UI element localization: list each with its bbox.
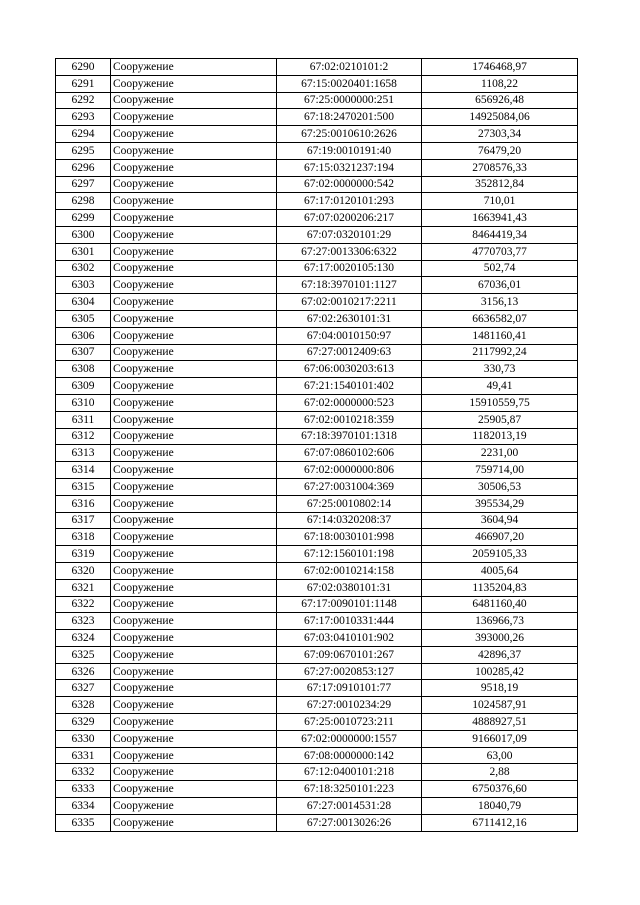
cadastral-number-cell: 67:17:0910101:77 [277, 680, 422, 697]
cadastral-number-cell: 67:17:0090101:1148 [277, 596, 422, 613]
row-number-cell: 6331 [56, 747, 111, 764]
cadastral-value-cell: 30506,53 [422, 478, 578, 495]
cadastral-value-cell: 710,01 [422, 193, 578, 210]
table-row [56, 478, 578, 495]
cadastral-number-cell: 67:02:0000000:806 [277, 462, 422, 479]
cadastral-value-cell: 393000,26 [422, 630, 578, 647]
row-number-cell: 6302 [56, 260, 111, 277]
cadastral-number-cell: 67:02:0010217:2211 [277, 294, 422, 311]
object-type-cell: Сооружение [111, 210, 277, 227]
cadastral-number-cell: 67:04:0010150:97 [277, 327, 422, 344]
cadastral-value-cell: 49,41 [422, 378, 578, 395]
cadastral-value-cell: 9518,19 [422, 680, 578, 697]
row-number-cell: 6307 [56, 344, 111, 361]
cadastral-number-cell: 67:12:0400101:218 [277, 764, 422, 781]
cadastral-number-cell: 67:02:0000000:1557 [277, 730, 422, 747]
table-row [56, 663, 578, 680]
cadastral-number-cell: 67:07:0860102:606 [277, 445, 422, 462]
cadastral-value-cell: 352812,84 [422, 176, 578, 193]
cadastral-value-cell: 2117992,24 [422, 344, 578, 361]
cadastral-value-cell: 4005,64 [422, 562, 578, 579]
cadastral-value-cell: 1024587,91 [422, 697, 578, 714]
table-row [56, 697, 578, 714]
object-type-cell: Сооружение [111, 59, 277, 76]
cadastral-number-cell: 67:25:0010610:2626 [277, 126, 422, 143]
object-type-cell: Сооружение [111, 445, 277, 462]
cadastral-value-cell: 2059105,33 [422, 546, 578, 563]
row-number-cell: 6324 [56, 630, 111, 647]
object-type-cell: Сооружение [111, 630, 277, 647]
row-number-cell: 6316 [56, 495, 111, 512]
object-type-cell: Сооружение [111, 562, 277, 579]
cadastral-number-cell: 67:17:0120101:293 [277, 193, 422, 210]
cadastral-number-cell: 67:08:0000000:142 [277, 747, 422, 764]
object-type-cell: Сооружение [111, 109, 277, 126]
cadastral-value-cell: 395534,29 [422, 495, 578, 512]
table-row [56, 193, 578, 210]
row-number-cell: 6320 [56, 562, 111, 579]
cadastral-number-cell: 67:18:3250101:223 [277, 781, 422, 798]
table-row [56, 495, 578, 512]
cadastral-number-cell: 67:25:0010802:14 [277, 495, 422, 512]
cadastral-number-cell: 67:27:0013306:6322 [277, 243, 422, 260]
cadastral-value-cell: 42896,37 [422, 646, 578, 663]
cadastral-value-cell: 4888927,51 [422, 714, 578, 731]
cadastral-value-cell: 6481160,40 [422, 596, 578, 613]
object-type-cell: Сооружение [111, 529, 277, 546]
row-number-cell: 6300 [56, 226, 111, 243]
cadastral-number-cell: 67:27:0020853:127 [277, 663, 422, 680]
table-row [56, 176, 578, 193]
table-row [56, 109, 578, 126]
cadastral-value-cell: 1135204,83 [422, 579, 578, 596]
table-row [56, 277, 578, 294]
object-type-cell: Сооружение [111, 764, 277, 781]
table-row [56, 411, 578, 428]
table-row [56, 59, 578, 76]
object-type-cell: Сооружение [111, 142, 277, 159]
row-number-cell: 6311 [56, 411, 111, 428]
row-number-cell: 6329 [56, 714, 111, 731]
object-type-cell: Сооружение [111, 714, 277, 731]
cadastral-value-cell: 1108,22 [422, 75, 578, 92]
table-row [56, 512, 578, 529]
cadastral-number-cell: 67:27:0031004:369 [277, 478, 422, 495]
cadastral-number-cell: 67:18:3970101:1318 [277, 428, 422, 445]
table-row [56, 428, 578, 445]
cadastral-value-cell: 18040,79 [422, 798, 578, 815]
cadastral-value-cell: 76479,20 [422, 142, 578, 159]
row-number-cell: 6319 [56, 546, 111, 563]
object-type-cell: Сооружение [111, 663, 277, 680]
object-type-cell: Сооружение [111, 394, 277, 411]
object-type-cell: Сооружение [111, 277, 277, 294]
cadastral-number-cell: 67:09:0670101:267 [277, 646, 422, 663]
cadastral-value-cell: 6750376,60 [422, 781, 578, 798]
cadastral-value-cell: 3604,94 [422, 512, 578, 529]
row-number-cell: 6327 [56, 680, 111, 697]
cadastral-value-cell: 2,88 [422, 764, 578, 781]
cadastral-number-cell: 67:27:0012409:63 [277, 344, 422, 361]
cadastral-value-cell: 3156,13 [422, 294, 578, 311]
row-number-cell: 6323 [56, 613, 111, 630]
row-number-cell: 6332 [56, 764, 111, 781]
cadastral-value-cell: 14925084,06 [422, 109, 578, 126]
object-type-cell: Сооружение [111, 344, 277, 361]
cadastral-number-cell: 67:27:0010234:29 [277, 697, 422, 714]
table-row [56, 445, 578, 462]
table-row [56, 142, 578, 159]
table-row [56, 210, 578, 227]
cadastral-number-cell: 67:18:3970101:1127 [277, 277, 422, 294]
object-type-cell: Сооружение [111, 697, 277, 714]
cadastral-number-cell: 67:07:0200206:217 [277, 210, 422, 227]
cadastral-value-cell: 2231,00 [422, 445, 578, 462]
table-row [56, 596, 578, 613]
row-number-cell: 6305 [56, 310, 111, 327]
cadastral-number-cell: 67:18:2470201:500 [277, 109, 422, 126]
registry-table-body [56, 59, 578, 832]
cadastral-number-cell: 67:15:0321237:194 [277, 159, 422, 176]
cadastral-value-cell: 136966,73 [422, 613, 578, 630]
table-row [56, 394, 578, 411]
cadastral-value-cell: 27303,34 [422, 126, 578, 143]
cadastral-number-cell: 67:06:0030203:613 [277, 361, 422, 378]
cadastral-number-cell: 67:17:0010331:444 [277, 613, 422, 630]
row-number-cell: 6295 [56, 142, 111, 159]
object-type-cell: Сооружение [111, 747, 277, 764]
object-type-cell: Сооружение [111, 495, 277, 512]
table-row [56, 646, 578, 663]
cadastral-value-cell: 63,00 [422, 747, 578, 764]
row-number-cell: 6322 [56, 596, 111, 613]
row-number-cell: 6335 [56, 814, 111, 831]
cadastral-number-cell: 67:18:0030101:998 [277, 529, 422, 546]
table-row [56, 764, 578, 781]
row-number-cell: 6328 [56, 697, 111, 714]
object-type-cell: Сооружение [111, 546, 277, 563]
object-type-cell: Сооружение [111, 646, 277, 663]
table-row [56, 260, 578, 277]
cadastral-value-cell: 656926,48 [422, 92, 578, 109]
cadastral-number-cell: 67:21:1540101:402 [277, 378, 422, 395]
cadastral-number-cell: 67:07:0320101:29 [277, 226, 422, 243]
cadastral-value-cell: 466907,20 [422, 529, 578, 546]
cadastral-value-cell: 100285,42 [422, 663, 578, 680]
table-row [56, 92, 578, 109]
row-number-cell: 6326 [56, 663, 111, 680]
table-row [56, 159, 578, 176]
row-number-cell: 6315 [56, 478, 111, 495]
row-number-cell: 6303 [56, 277, 111, 294]
object-type-cell: Сооружение [111, 176, 277, 193]
cadastral-value-cell: 67036,01 [422, 277, 578, 294]
object-type-cell: Сооружение [111, 613, 277, 630]
cadastral-number-cell: 67:19:0010191:40 [277, 142, 422, 159]
cadastral-value-cell: 25905,87 [422, 411, 578, 428]
object-type-cell: Сооружение [111, 193, 277, 210]
row-number-cell: 6321 [56, 579, 111, 596]
cadastral-number-cell: 67:15:0020401:1658 [277, 75, 422, 92]
object-type-cell: Сооружение [111, 462, 277, 479]
table-row [56, 562, 578, 579]
object-type-cell: Сооружение [111, 378, 277, 395]
row-number-cell: 6297 [56, 176, 111, 193]
row-number-cell: 6293 [56, 109, 111, 126]
cadastral-number-cell: 67:25:0000000:251 [277, 92, 422, 109]
cadastral-number-cell: 67:27:0013026:26 [277, 814, 422, 831]
table-row [56, 680, 578, 697]
object-type-cell: Сооружение [111, 226, 277, 243]
cadastral-number-cell: 67:17:0020105:130 [277, 260, 422, 277]
cadastral-number-cell: 67:02:0380101:31 [277, 579, 422, 596]
row-number-cell: 6334 [56, 798, 111, 815]
row-number-cell: 6291 [56, 75, 111, 92]
table-row [56, 344, 578, 361]
object-type-cell: Сооружение [111, 92, 277, 109]
table-row [56, 798, 578, 815]
table-row [56, 613, 578, 630]
table-row [56, 730, 578, 747]
table-row [56, 529, 578, 546]
cadastral-number-cell: 67:02:2630101:31 [277, 310, 422, 327]
cadastral-value-cell: 502,74 [422, 260, 578, 277]
row-number-cell: 6309 [56, 378, 111, 395]
row-number-cell: 6313 [56, 445, 111, 462]
object-type-cell: Сооружение [111, 798, 277, 815]
cadastral-value-cell: 6636582,07 [422, 310, 578, 327]
row-number-cell: 6304 [56, 294, 111, 311]
table-row [56, 630, 578, 647]
object-type-cell: Сооружение [111, 159, 277, 176]
row-number-cell: 6308 [56, 361, 111, 378]
object-type-cell: Сооружение [111, 260, 277, 277]
cadastral-value-cell: 9166017,09 [422, 730, 578, 747]
table-row [56, 294, 578, 311]
row-number-cell: 6318 [56, 529, 111, 546]
object-type-cell: Сооружение [111, 126, 277, 143]
row-number-cell: 6290 [56, 59, 111, 76]
row-number-cell: 6333 [56, 781, 111, 798]
row-number-cell: 6317 [56, 512, 111, 529]
row-number-cell: 6314 [56, 462, 111, 479]
row-number-cell: 6299 [56, 210, 111, 227]
table-row [56, 714, 578, 731]
object-type-cell: Сооружение [111, 310, 277, 327]
table-row [56, 327, 578, 344]
object-type-cell: Сооружение [111, 781, 277, 798]
table-row [56, 814, 578, 831]
cadastral-number-cell: 67:02:0010218:359 [277, 411, 422, 428]
object-type-cell: Сооружение [111, 294, 277, 311]
row-number-cell: 6294 [56, 126, 111, 143]
object-type-cell: Сооружение [111, 243, 277, 260]
table-row [56, 75, 578, 92]
cadastral-registry-table [55, 58, 578, 832]
row-number-cell: 6312 [56, 428, 111, 445]
cadastral-value-cell: 4770703,77 [422, 243, 578, 260]
table-row [56, 546, 578, 563]
cadastral-number-cell: 67:02:0010214:158 [277, 562, 422, 579]
object-type-cell: Сооружение [111, 327, 277, 344]
object-type-cell: Сооружение [111, 814, 277, 831]
object-type-cell: Сооружение [111, 428, 277, 445]
row-number-cell: 6306 [56, 327, 111, 344]
table-row [56, 781, 578, 798]
cadastral-number-cell: 67:12:1560101:198 [277, 546, 422, 563]
row-number-cell: 6310 [56, 394, 111, 411]
row-number-cell: 6330 [56, 730, 111, 747]
row-number-cell: 6292 [56, 92, 111, 109]
cadastral-number-cell: 67:03:0410101:902 [277, 630, 422, 647]
cadastral-value-cell: 1746468,97 [422, 59, 578, 76]
table-row [56, 361, 578, 378]
table-row [56, 579, 578, 596]
object-type-cell: Сооружение [111, 596, 277, 613]
table-row [56, 310, 578, 327]
table-row [56, 462, 578, 479]
row-number-cell: 6296 [56, 159, 111, 176]
cadastral-number-cell: 67:02:0000000:523 [277, 394, 422, 411]
table-row [56, 378, 578, 395]
cadastral-value-cell: 2708576,33 [422, 159, 578, 176]
object-type-cell: Сооружение [111, 512, 277, 529]
cadastral-value-cell: 1481160,41 [422, 327, 578, 344]
object-type-cell: Сооружение [111, 680, 277, 697]
row-number-cell: 6301 [56, 243, 111, 260]
cadastral-number-cell: 67:02:0000000:542 [277, 176, 422, 193]
object-type-cell: Сооружение [111, 478, 277, 495]
table-row [56, 226, 578, 243]
table-row [56, 126, 578, 143]
cadastral-number-cell: 67:25:0010723:211 [277, 714, 422, 731]
cadastral-value-cell: 8464419,34 [422, 226, 578, 243]
cadastral-number-cell: 67:27:0014531:28 [277, 798, 422, 815]
object-type-cell: Сооружение [111, 75, 277, 92]
row-number-cell: 6298 [56, 193, 111, 210]
cadastral-value-cell: 759714,00 [422, 462, 578, 479]
row-number-cell: 6325 [56, 646, 111, 663]
object-type-cell: Сооружение [111, 411, 277, 428]
cadastral-value-cell: 1663941,43 [422, 210, 578, 227]
table-row [56, 747, 578, 764]
cadastral-value-cell: 330,73 [422, 361, 578, 378]
object-type-cell: Сооружение [111, 361, 277, 378]
cadastral-value-cell: 1182013,19 [422, 428, 578, 445]
cadastral-value-cell: 15910559,75 [422, 394, 578, 411]
table-row [56, 243, 578, 260]
object-type-cell: Сооружение [111, 579, 277, 596]
object-type-cell: Сооружение [111, 730, 277, 747]
cadastral-value-cell: 6711412,16 [422, 814, 578, 831]
cadastral-number-cell: 67:14:0320208:37 [277, 512, 422, 529]
cadastral-number-cell: 67:02:0210101:2 [277, 59, 422, 76]
